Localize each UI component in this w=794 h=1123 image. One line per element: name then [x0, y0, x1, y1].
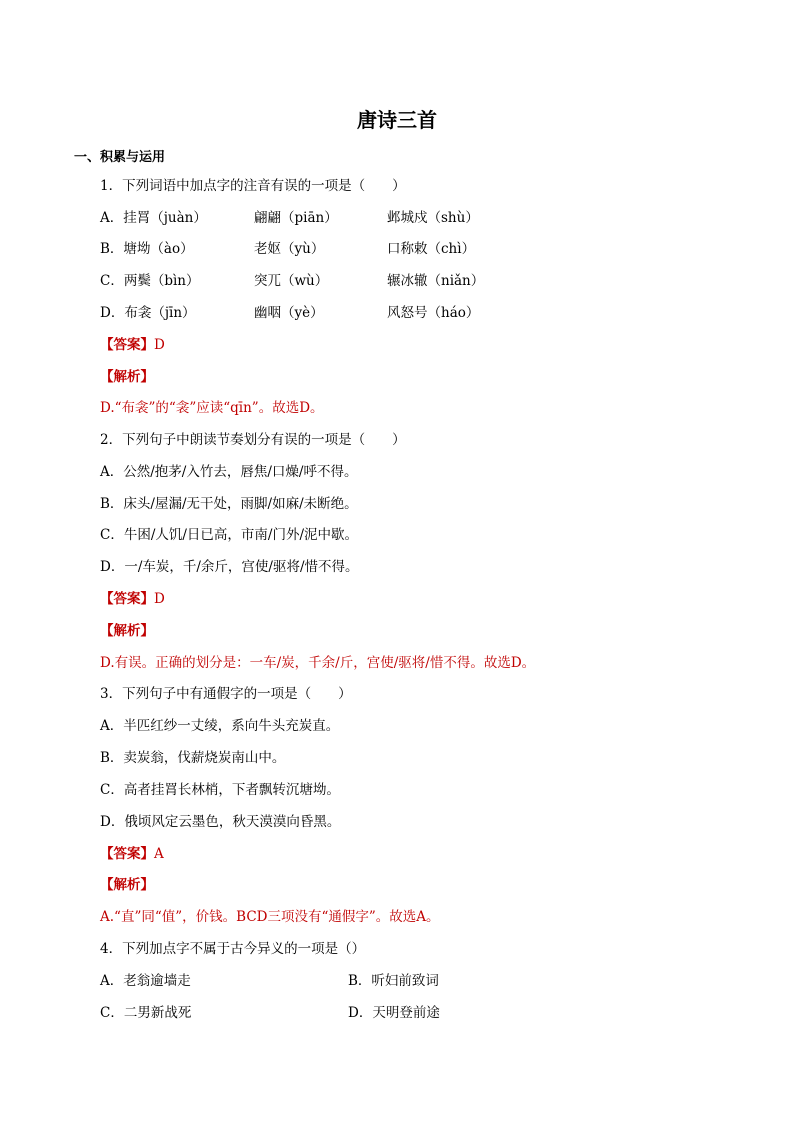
q3-analysis: A.“直”同“值”，价钱。BCD三项没有“通假字”。故选A。 — [100, 909, 440, 925]
q2-answer — [100, 590, 165, 608]
answer-label: 【答案】 — [100, 591, 154, 607]
q4-option-b: B．听妇前致词 — [348, 973, 439, 989]
q1-option-a-1: A．挂罥（juàn） — [100, 210, 207, 226]
question-2-stem: 2．下列句子中朗读节奏划分有误的一项是（ ） — [100, 432, 406, 448]
q4-option-d: D．天明登前途 — [348, 1005, 440, 1021]
answer-value: A — [154, 846, 164, 862]
q3-answer — [100, 845, 164, 863]
q1-option-c-1: C．两鬓（bìn） — [100, 273, 200, 289]
q2-option-b: B．床头/屋漏/无干处，雨脚/如麻/未断绝。 — [100, 496, 358, 512]
q1-option-a-3: 邺城戍（shù） — [387, 210, 479, 226]
q3-option-c: C．高者挂罥长林梢，下者飘转沉塘坳。 — [100, 782, 340, 798]
q2-option-a: A．公然/抱茅/入竹去，唇焦/口燥/呼不得。 — [100, 464, 358, 480]
q2-option-d: D．一/车炭，千/余斤，宫使/驱将/惜不得。 — [100, 559, 359, 575]
q1-option-a-2: 翩翩（piān） — [254, 210, 338, 226]
q3-analysis-label: 【解析】 — [100, 877, 154, 893]
question-3-stem: 3．下列句子中有通假字的一项是（ ） — [100, 686, 352, 702]
answer-value: D — [154, 337, 165, 353]
q1-analysis-label: 【解析】 — [100, 369, 154, 385]
q1-option-c-3: 辗冰辙（niǎn） — [387, 273, 485, 289]
q2-analysis-label: 【解析】 — [100, 623, 154, 639]
q1-option-b-3: 口称敕（chì） — [387, 241, 476, 257]
answer-label: 【答案】 — [100, 846, 154, 862]
q1-analysis: D.“布衾”的“衾”应读“qīn”。故选D。 — [100, 400, 324, 416]
q4-option-c: C．二男新战死 — [100, 1005, 192, 1021]
answer-value: D — [154, 591, 165, 607]
q1-option-b-1: B．塘坳（ào） — [100, 241, 194, 257]
q3-option-b: B．卖炭翁，伐薪烧炭南山中。 — [100, 750, 286, 766]
document-title: 唐诗三首 — [357, 108, 437, 132]
q1-option-d-2: 幽咽（yè） — [254, 305, 324, 321]
q2-analysis: D.有误。正确的划分是：一车/炭，千余/斤，宫使/驱将/惜不得。故选D。 — [100, 655, 536, 671]
q1-option-d-3: 风怒号（háo） — [387, 305, 480, 321]
answer-label: 【答案】 — [100, 337, 154, 353]
q1-answer — [100, 336, 165, 354]
q2-option-c: C．牛困/人饥/日已高，市南/门外/泥中歇。 — [100, 527, 359, 543]
q1-option-b-2: 老妪（yù） — [254, 241, 325, 257]
q4-option-a: A．老翁逾墙走 — [100, 973, 191, 989]
section-heading: 一、积累与运用 — [74, 150, 166, 165]
q1-option-c-2: 突兀（wù） — [254, 273, 329, 289]
question-1-stem: 1．下列词语中加点字的注音有误的一项是（ ） — [100, 178, 406, 194]
question-4-stem: 4．下列加点字不属于古今异义的一项是（） — [100, 941, 366, 957]
q3-option-a: A．半匹红纱一丈绫，系向牛头充炭直。 — [100, 718, 340, 734]
q1-option-d-1: D．布衾（jīn） — [100, 305, 196, 321]
q3-option-d: D．俄顷风定云墨色，秋天漠漠向昏黑。 — [100, 814, 341, 830]
